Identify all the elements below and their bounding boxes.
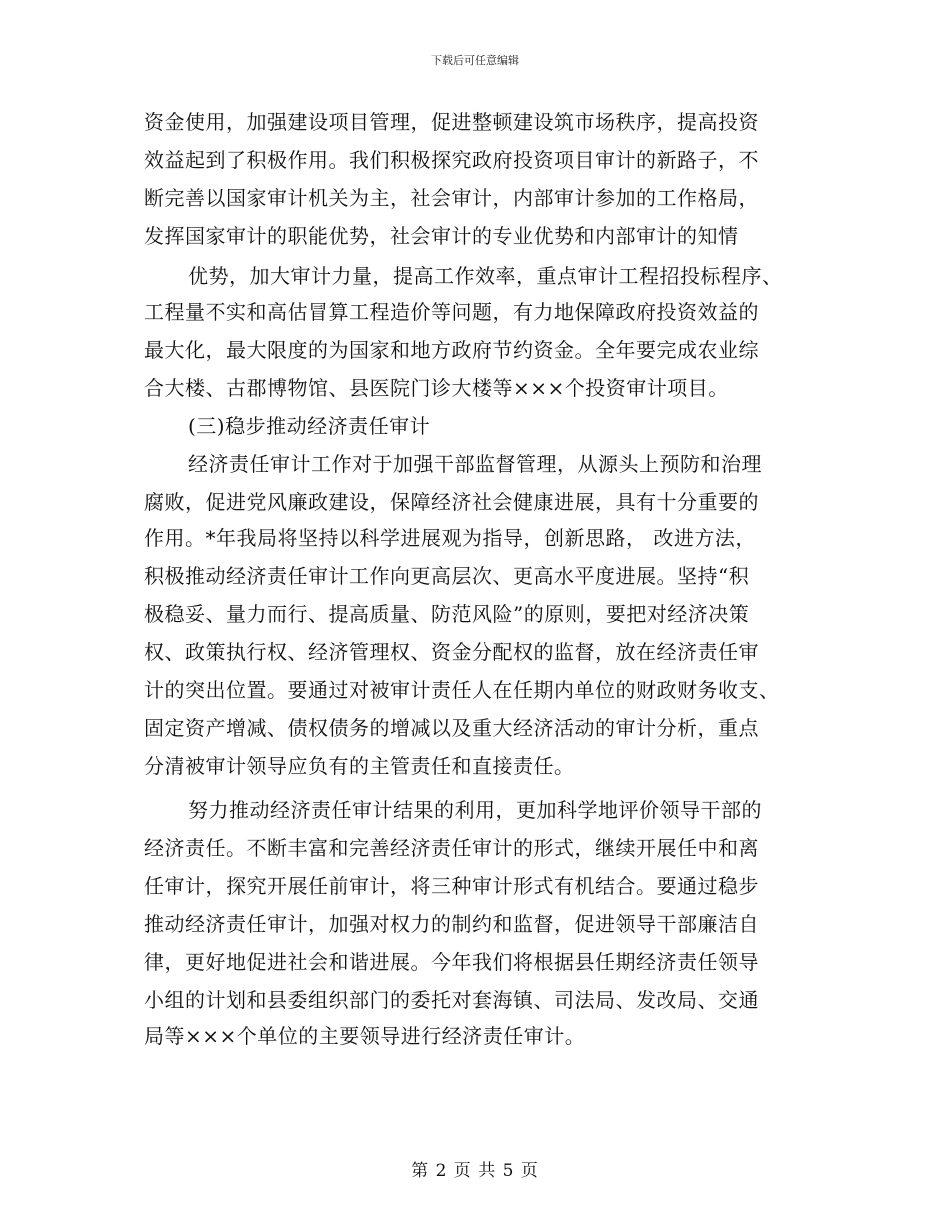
text-line: 小组的计划和县委组织部门的委托对套海镇、司法局、发改局、交通 <box>144 988 759 1012</box>
text-line: 计的突出位置。要通过对被审计责任人在任期内单位的财政财务收支、 <box>144 678 780 702</box>
text-line: 作用。*年我局将坚持以科学进展观为指导，创新思路， 改进方法， <box>144 526 756 550</box>
text-line: 效益起到了积极作用。我们积极探究政府投资项目审计的新路子，不 <box>144 148 759 172</box>
text-line: 推动经济责任审计，加强对权力的制约和监督，促进领导干部廉洁自 <box>144 912 759 936</box>
text-line: 任审计，探究开展任前审计，将三种审计形式有机结合。要通过稳步 <box>144 874 759 898</box>
text-line: 权、政策执行权、经济管理权、资金分配权的监督，放在经济责任审 <box>144 640 759 664</box>
text-line: 发挥国家审计的职能优势，社会审计的专业优势和内部审计的知情 <box>144 224 739 248</box>
text-line: 极稳妥、量力而行、提高质量、防范风险”的原则，要把对经济决策 <box>144 602 750 626</box>
text-line: 优势，加大审计力量，提高工作效率，重点审计工程招投标程序、 <box>188 264 783 288</box>
page-number: 第 2 页 共 5 页 <box>411 1161 539 1181</box>
text-line: 固定资产增减、债权债务的增减以及重大经济活动的审计分析，重点 <box>144 716 759 740</box>
text-line: 合大楼、古郡博物馆、县医院门诊大楼等×××个投资审计项目。 <box>144 376 729 400</box>
text-line: 工程量不实和高估冒算工程造价等问题，有力地保障政府投资效益的 <box>144 300 759 324</box>
document-body <box>0 100 950 1150</box>
text-line: 最大化，最大限度的为国家和地方政府节约资金。全年要完成农业综 <box>144 338 759 362</box>
text-line: 经济责任。不断丰富和完善经济责任审计的形式，继续开展任中和离 <box>144 836 759 860</box>
text-line: 局等×××个单位的主要领导进行经济责任审计。 <box>144 1024 586 1048</box>
text-line: 律，更好地促进社会和谐进展。今年我们将根据县任期经济责任领导 <box>144 950 759 974</box>
text-line: 努力推动经济责任审计结果的利用，更加科学地评价领导干部的 <box>188 798 762 822</box>
text-line: 分清被审计领导应负有的主管责任和直接责任。 <box>144 754 575 778</box>
text-line: 资金使用，加强建设项目管理，促进整顿建设筑市场秩序，提高投资 <box>144 110 759 134</box>
page-header-note: 下载后可任意编辑 <box>431 54 519 67</box>
section-heading: (三)稳步推动经济责任审计 <box>188 414 431 438</box>
text-line: 断完善以国家审计机关为主，社会审计，内部审计参加的工作格局， <box>144 186 759 210</box>
text-line: 积极推动经济责任审计工作向更高层次、更高水平度进展。坚持“积 <box>144 564 750 588</box>
text-line: 腐败，促进党风廉政建设，保障经济社会健康进展，具有十分重要的 <box>144 490 759 514</box>
text-line: 经济责任审计工作对于加强干部监督管理，从源头上预防和治理 <box>188 452 762 476</box>
